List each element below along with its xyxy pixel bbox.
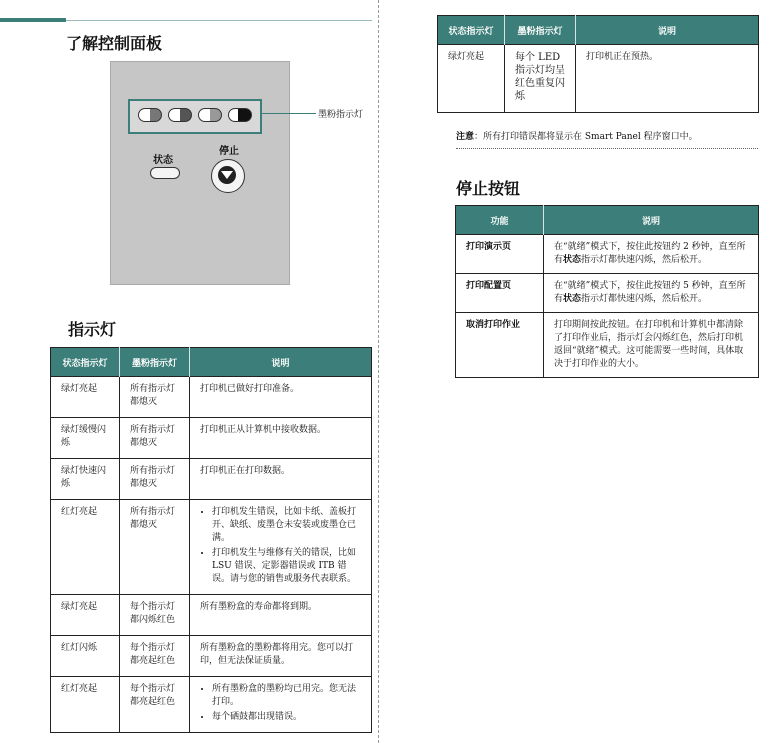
table-row: 打印配置页 在“就绪”模式下，按住此按钮约 5 秒钟，直至所有状态指示灯都快速闪烁，然后松开。 [456, 274, 759, 313]
indicator-heading: 指示灯 [68, 320, 117, 339]
col-desc: 说明 [576, 16, 759, 45]
indicator-table [50, 347, 372, 733]
stop-label: 停止 [219, 146, 239, 157]
table-row: 打印演示页 在“就绪”模式下，按住此按钮约 2 秒钟，直至所有状态指示灯都快速闪烁，然后松开。 [456, 235, 759, 274]
section-title: 了解控制面板 [66, 34, 163, 53]
table-row: 红灯亮起 所有指示灯都熄灭 • 打印机发生错误，比如卡纸、盖板打开、缺纸、废墨仓未安装或废墨仓已满。 • 打印机发生与维修有关的错误，比如 LSU 错误、定影器错误或 ITB 错误。请与您的销售或服务代表联系。 [51, 500, 372, 595]
header-rule [66, 20, 372, 21]
status-indicator [150, 167, 180, 179]
stop-button-table [455, 205, 759, 378]
col-desc: 说明 [544, 206, 759, 235]
toner-led-4 [228, 108, 252, 122]
toner-led-3 [198, 108, 222, 122]
control-panel-illustration [110, 61, 290, 285]
col-toner: 墨粉指示灯 [505, 16, 576, 45]
stop-arrow-icon [221, 171, 233, 179]
table-row: 绿灯快速闪烁 所有指示灯都熄灭 打印机正在打印数据。 [51, 459, 372, 500]
toner-led-label: 墨粉指示灯 [318, 110, 364, 120]
table-row: 红灯亮起 每个指示灯都亮起红色 • 所有墨粉盒的墨粉均已用完。您无法打印。 • 每个硒鼓都出现错误。 [51, 677, 372, 733]
note-text: ：所有打印错误都将显示在 Smart Panel 程序窗口中。 [474, 132, 698, 142]
toner-led-1 [138, 108, 162, 122]
table-row: 绿灯亮起 所有指示灯都熄灭 打印机已做好打印准备。 [51, 377, 372, 418]
col-status: 状态指示灯 [51, 348, 120, 377]
col-status: 状态指示灯 [438, 16, 505, 45]
note-label: 注意 [456, 132, 475, 142]
column-divider [378, 0, 379, 743]
status-label: 状态 [153, 155, 173, 166]
table-row: 绿灯缓慢闪烁 所有指示灯都熄灭 打印机正从计算机中接收数据。 [51, 418, 372, 459]
header-accent-bar [0, 18, 66, 22]
note [456, 129, 758, 149]
table-row: 绿灯亮起 每个指示灯都闪烁红色 所有墨粉盒的寿命都将到期。 [51, 595, 372, 636]
toner-led-leader-line [260, 113, 316, 114]
col-function: 功能 [456, 206, 544, 235]
indicator-table-continued [437, 15, 759, 113]
stop-heading: 停止按钮 [456, 179, 521, 198]
table-row: 红灯闪烁 每个指示灯都亮起红色 所有墨粉盒的墨粉都将用完。您可以打印，但无法保证质量。 [51, 636, 372, 677]
toner-led-2 [168, 108, 192, 122]
table-row: 取消打印作业 打印期间按此按钮。在打印机和计算机中都清除了打印作业后，指示灯会闪烁红色，然后打印机返回“就绪”模式。这可能需要一些时间，具体取决于打印作业的大小。 [456, 313, 759, 378]
table-row: 绿灯亮起 每个 LED 指示灯均呈红色重复闪烁 打印机正在预热。 [438, 45, 759, 113]
col-toner: 墨粉指示灯 [120, 348, 190, 377]
col-desc: 说明 [190, 348, 372, 377]
